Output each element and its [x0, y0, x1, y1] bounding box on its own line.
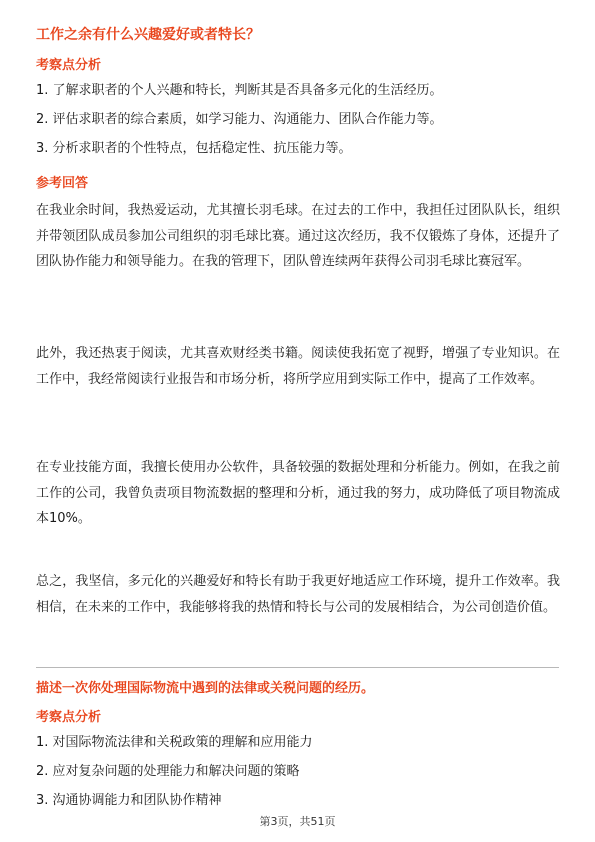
answer-paragraph-1: 在我业余时间，我热爱运动，尤其擅长羽毛球。在过去的工作中，我担任过团队队长，组织并带领团队成员参加公司组织的羽毛球比赛。通过这次经历，我不仅锻炼了身体，还提升了团队协作能力和领导能力。在我的管理下，团队曾连续两年获得公司羽毛球比赛冠军。: [36, 203, 560, 269]
page-number: 第3页，共51页: [259, 815, 336, 828]
question-2-analysis-item-3: 3. 沟通协调能力和团队协作精神: [36, 793, 222, 808]
section-divider: [36, 667, 559, 668]
answer-paragraph-3: 在专业技能方面，我擅长使用办公软件，具备较强的数据处理和分析能力。例如，在我之前工作的公司，我曾负责项目物流数据的整理和分析，通过我的努力，成功降低了项目物流成本10%。: [36, 460, 560, 526]
question-1-answer-heading: 参考回答: [36, 176, 89, 191]
question-1-analysis-item-1: 1. 了解求职者的个人兴趣和特长，判断其是否具备多元化的生活经历。: [36, 83, 443, 98]
question-1-title: 工作之余有什么兴趣爱好或者特长？: [36, 27, 260, 43]
question-2-title: 描述一次你处理国际物流中遇到的法律或关税问题的经历。: [36, 681, 375, 696]
question-1-analysis-heading: 考察点分析: [36, 58, 102, 73]
question-2-analysis-item-1: 1. 对国际物流法律和关税政策的理解和应用能力: [36, 735, 313, 750]
answer-paragraph-4: 总之，我坚信，多元化的兴趣爱好和特长有助于我更好地适应工作环境，提升工作效率。我相信，在未来的工作中，我能够将我的热情和特长与公司的发展相结合，为公司创造价值。: [36, 574, 560, 615]
question-1-analysis-item-3: 3. 分析求职者的个性特点，包括稳定性、抗压能力等。: [36, 141, 352, 156]
question-2-analysis-heading: 考察点分析: [36, 710, 102, 725]
answer-paragraph-2: 此外，我还热衷于阅读，尤其喜欢财经类书籍。阅读使我拓宽了视野，增强了专业知识。在工作中，我经常阅读行业报告和市场分析，将所学应用到实际工作中，提高了工作效率。: [36, 346, 560, 387]
question-1-analysis-item-2: 2. 评估求职者的综合素质，如学习能力、沟通能力、团队合作能力等。: [36, 112, 443, 127]
question-2-analysis-item-2: 2. 应对复杂问题的处理能力和解决问题的策略: [36, 764, 300, 779]
